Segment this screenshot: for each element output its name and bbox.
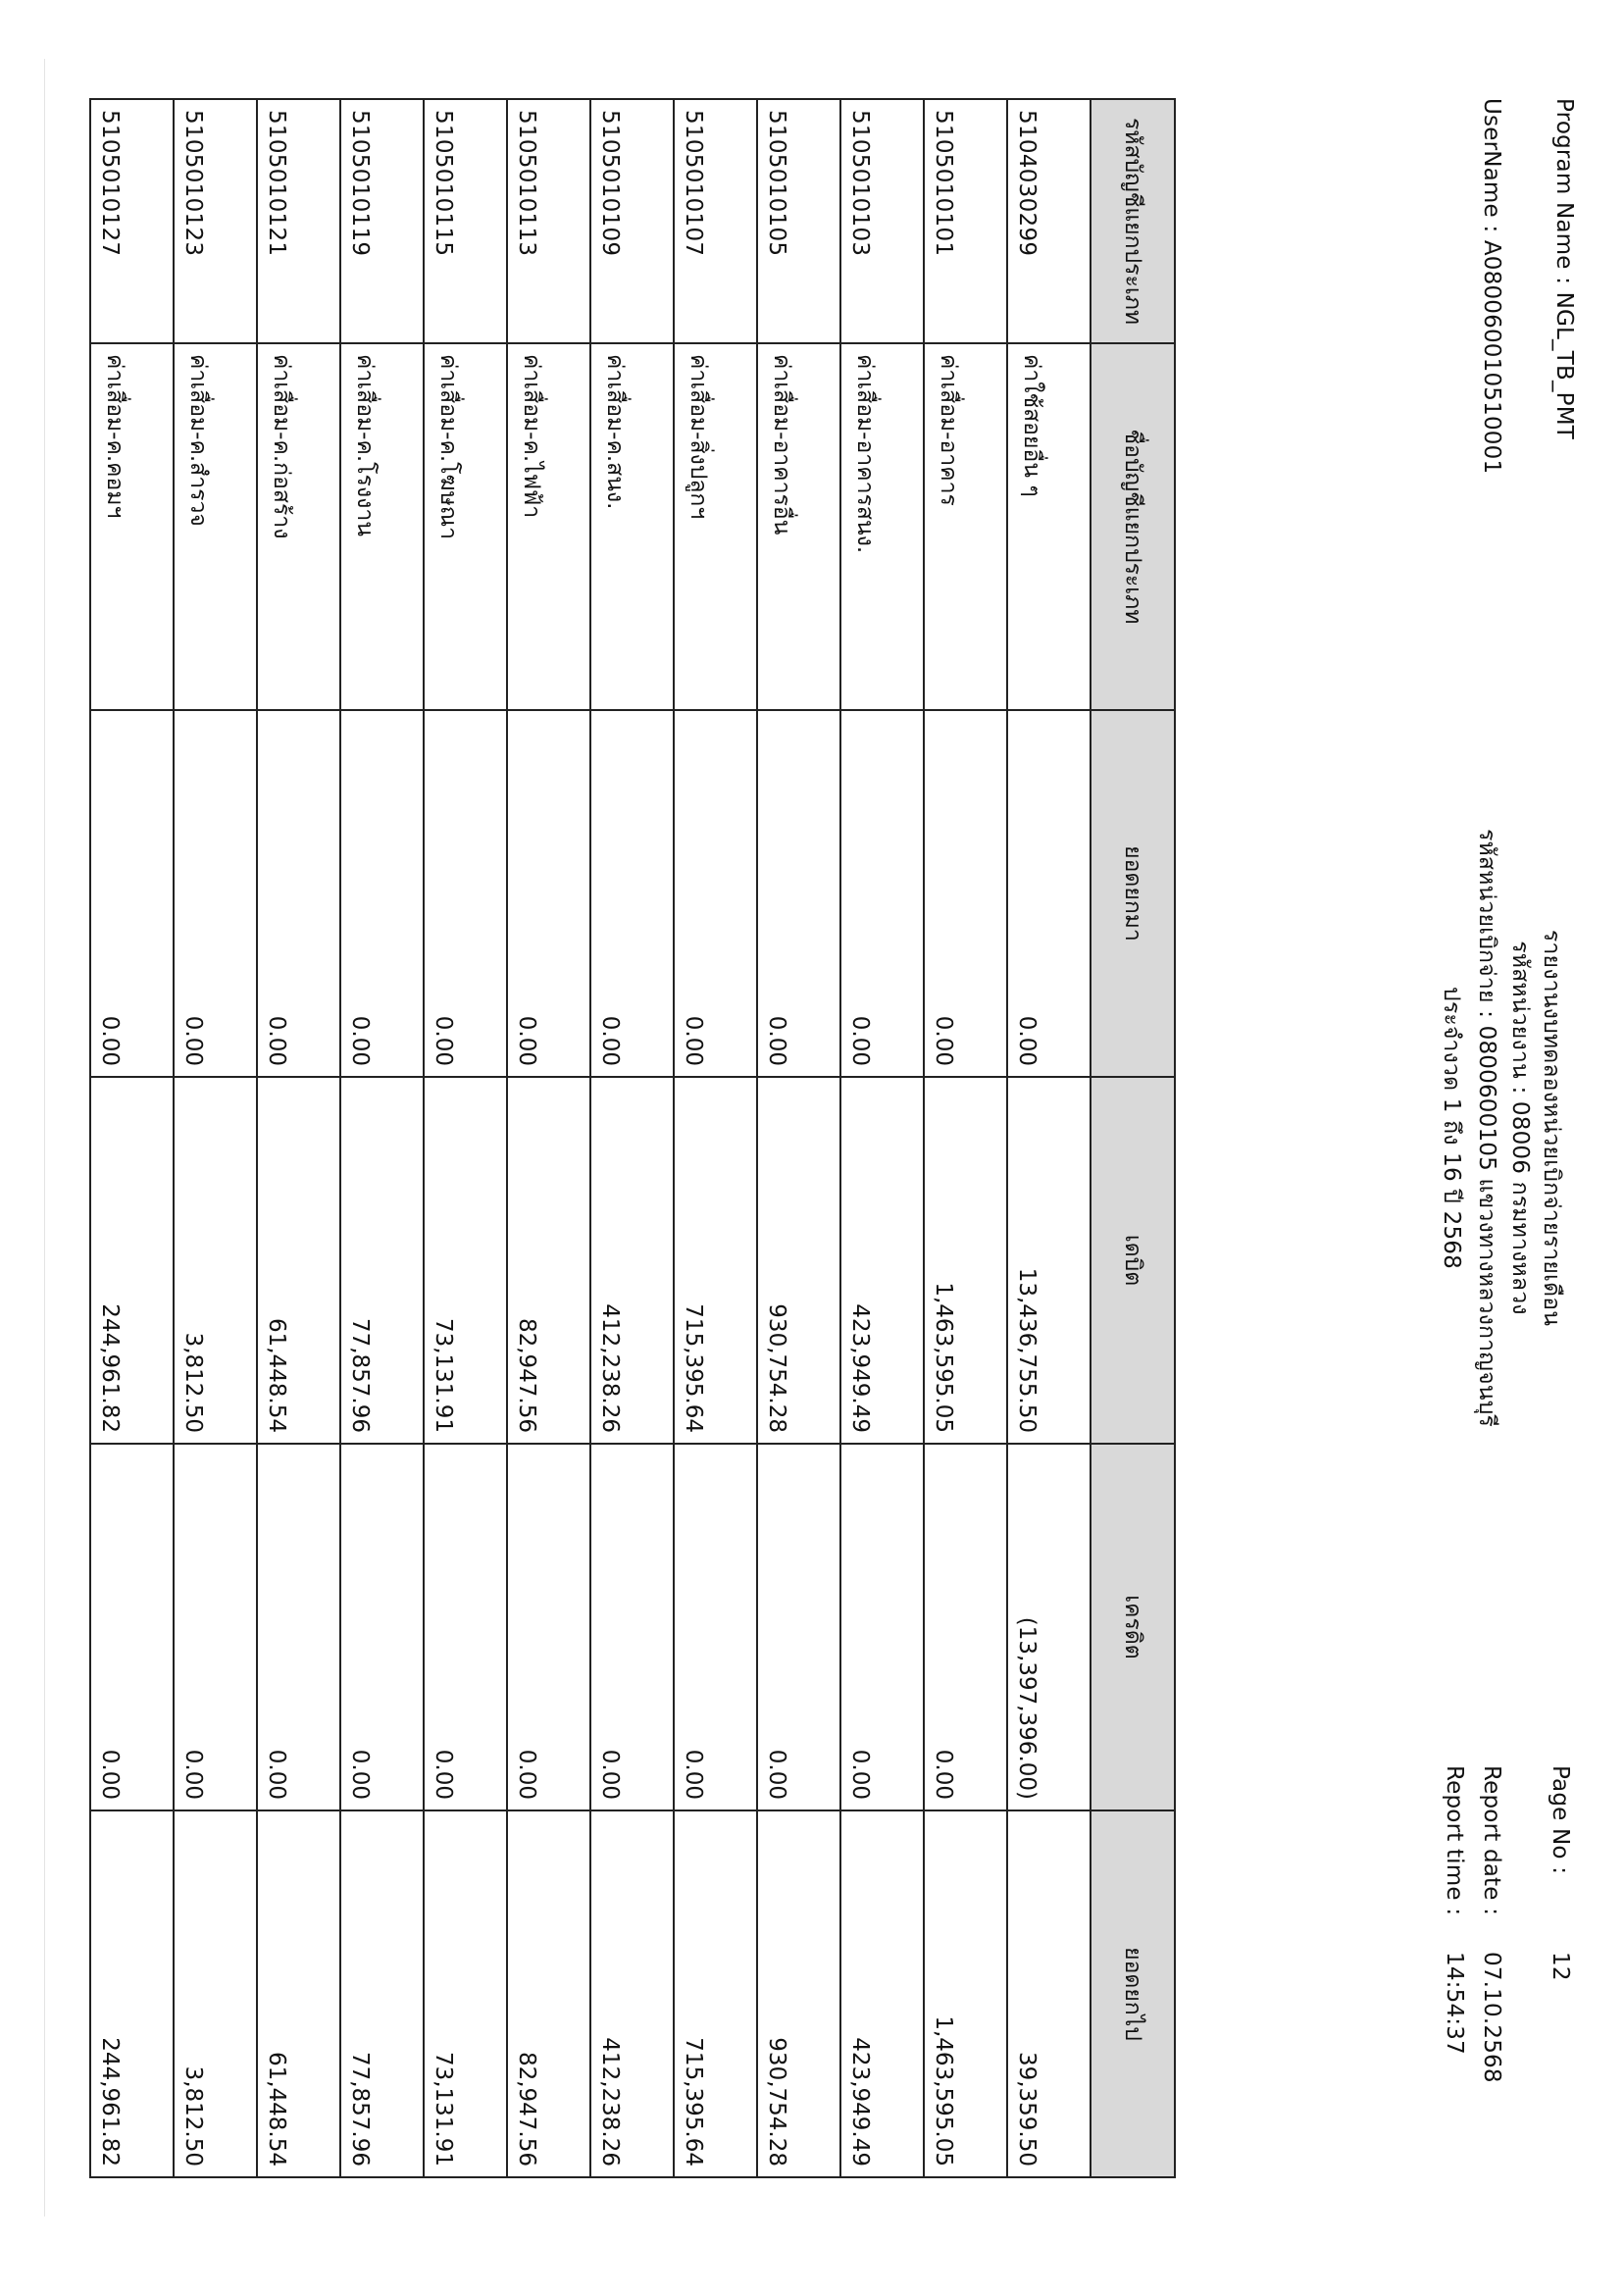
closing-balance-cell: 1,463,595.05 (924, 1810, 1007, 2177)
opening-balance-cell: 0.00 (424, 710, 507, 1077)
opening-balance-cell: 0.00 (757, 710, 840, 1077)
debit-cell: 61,448.54 (257, 1077, 340, 1444)
opening-balance-cell: 0.00 (1007, 710, 1091, 1077)
debit-cell: 82,947.56 (507, 1077, 590, 1444)
account-code-cell: 5105010127 (90, 99, 174, 343)
table-row (424, 99, 507, 2177)
account-name-cell: ค่าเสื่อม-ค.โฆษณา (424, 343, 507, 710)
closing-balance-cell: 3,812.50 (174, 1810, 257, 2177)
account-code-cell: 5105010101 (924, 99, 1007, 343)
closing-balance-cell: 423,949.49 (840, 1810, 924, 2177)
credit-cell: 0.00 (507, 1444, 590, 1810)
table-row (590, 99, 674, 2177)
opening-balance-cell: 0.00 (924, 710, 1007, 1077)
debit-cell: 244,961.82 (90, 1077, 174, 1444)
opening-balance-cell: 0.00 (674, 710, 757, 1077)
credit-cell: 0.00 (424, 1444, 507, 1810)
debit-cell: 3,812.50 (174, 1077, 257, 1444)
table-row (340, 99, 424, 2177)
table-row (757, 99, 840, 2177)
opening-balance-cell: 0.00 (90, 710, 174, 1077)
closing-balance-cell: 82,947.56 (507, 1810, 590, 2177)
account-name-cell: ค่าเสื่อม-อาคารสนง. (840, 343, 924, 710)
report-time-value: 14:54:37 (1442, 1952, 1467, 2055)
credit-cell: 0.00 (757, 1444, 840, 1810)
account-code-cell: 5105010121 (257, 99, 340, 343)
account-name-cell: ค่าเสื่อม-ค.ก่อสร้าง (257, 343, 340, 710)
account-code-cell: 5105010113 (507, 99, 590, 343)
account-name-cell: ค่าเสื่อม-อาคารอื่น (757, 343, 840, 710)
opening-balance-cell: 0.00 (340, 710, 424, 1077)
user-name: UserName : A080060010510001 (1479, 98, 1504, 475)
column-header-closing-balance: ยอดยกไป (1091, 1810, 1175, 2177)
table-row (840, 99, 924, 2177)
account-name-cell: ค่าใช้สอยอื่น ๆ (1007, 343, 1091, 710)
scan-edge-line (44, 59, 45, 2217)
account-code-cell: 5105010123 (174, 99, 257, 343)
closing-balance-cell: 39,359.50 (1007, 1810, 1091, 2177)
table-row (174, 99, 257, 2177)
closing-balance-cell: 61,448.54 (257, 1810, 340, 2177)
table-row (257, 99, 340, 2177)
account-name-cell: ค่าเสื่อม-อาคาร (924, 343, 1007, 710)
column-header-credit: เครดิต (1091, 1444, 1175, 1810)
report-title: รายงานงบทดลองหน่วยเบิกจ่ายรายเดือน (1539, 929, 1564, 1327)
report-date-label: Report date : (1479, 1765, 1504, 1916)
opening-balance-cell: 0.00 (174, 710, 257, 1077)
closing-balance-cell: 930,754.28 (757, 1810, 840, 2177)
account-code-cell: 5105010103 (840, 99, 924, 343)
table-row (1007, 99, 1091, 2177)
column-header-opening-balance: ยอดยกมา (1091, 710, 1175, 1077)
disbursing-unit: รหัสหน่วยเบิกจ่าย : 0800600105 แขวงทางหลวงกาญจนบุรี (1474, 828, 1499, 1428)
debit-cell: 77,857.96 (340, 1077, 424, 1444)
account-code-cell: 5105010119 (340, 99, 424, 343)
credit-cell: 0.00 (257, 1444, 340, 1810)
opening-balance-cell: 0.00 (257, 710, 340, 1077)
credit-cell: 0.00 (340, 1444, 424, 1810)
debit-cell: 930,754.28 (757, 1077, 840, 1444)
debit-cell: 73,131.91 (424, 1077, 507, 1444)
column-header-debit: เดบิต (1091, 1077, 1175, 1444)
opening-balance-cell: 0.00 (840, 710, 924, 1077)
program-name: Program Name : NGL_TB_PMT (1551, 98, 1577, 440)
debit-cell: 13,436,755.50 (1007, 1077, 1091, 1444)
report-date-value: 07.10.2568 (1479, 1952, 1504, 2083)
table-header-row (1091, 99, 1175, 2177)
account-name-cell: ค่าเสื่อม-ค.โรงงาน (340, 343, 424, 710)
closing-balance-cell: 244,961.82 (90, 1810, 174, 2177)
credit-cell: 0.00 (840, 1444, 924, 1810)
credit-cell: 0.00 (590, 1444, 674, 1810)
debit-cell: 1,463,595.05 (924, 1077, 1007, 1444)
debit-cell: 412,238.26 (590, 1077, 674, 1444)
opening-balance-cell: 0.00 (507, 710, 590, 1077)
table-row (90, 99, 174, 2177)
closing-balance-cell: 412,238.26 (590, 1810, 674, 2177)
credit-cell: (13,397,396.00) (1007, 1444, 1091, 1810)
account-code-cell: 5105010105 (757, 99, 840, 343)
column-header-account-name: ชื่อบัญชีแยกประเภท (1091, 343, 1175, 710)
closing-balance-cell: 77,857.96 (340, 1810, 424, 2177)
report-time-label: Report time : (1442, 1765, 1467, 1916)
credit-cell: 0.00 (174, 1444, 257, 1810)
report-period: ประจำงวด 1 ถึง 16 ปี 2568 (1439, 987, 1464, 1269)
account-name-cell: ค่าเสื่อม-ค.คอมฯ (90, 343, 174, 710)
page-no-label: Page No : (1548, 1765, 1573, 1875)
closing-balance-cell: 715,395.64 (674, 1810, 757, 2177)
account-code-cell: 5105010115 (424, 99, 507, 343)
account-code-cell: 5104030299 (1007, 99, 1091, 343)
table-row (507, 99, 590, 2177)
trial-balance-table (89, 98, 1176, 2178)
credit-cell: 0.00 (90, 1444, 174, 1810)
debit-cell: 423,949.49 (840, 1077, 924, 1444)
page-no-value: 12 (1548, 1952, 1573, 1981)
column-header-account-code: รหัสบัญชีแยกประเภท (1091, 99, 1175, 343)
credit-cell: 0.00 (924, 1444, 1007, 1810)
account-name-cell: ค่าเสื่อม-ค.สนง. (590, 343, 674, 710)
debit-cell: 715,395.64 (674, 1077, 757, 1444)
table-row (924, 99, 1007, 2177)
account-code-cell: 5105010107 (674, 99, 757, 343)
account-code-cell: 5105010109 (590, 99, 674, 343)
account-name-cell: ค่าเสื่อม-ค.สำรวจ (174, 343, 257, 710)
table-row (674, 99, 757, 2177)
closing-balance-cell: 73,131.91 (424, 1810, 507, 2177)
agency-code: รหัสหน่วยงาน : 08006 กรมทางหลวง (1507, 941, 1533, 1315)
account-name-cell: ค่าเสื่อม-ค.ไฟฟ้า (507, 343, 590, 710)
opening-balance-cell: 0.00 (590, 710, 674, 1077)
account-name-cell: ค่าเสื่อม-สิ่งปลูกฯ (674, 343, 757, 710)
credit-cell: 0.00 (674, 1444, 757, 1810)
